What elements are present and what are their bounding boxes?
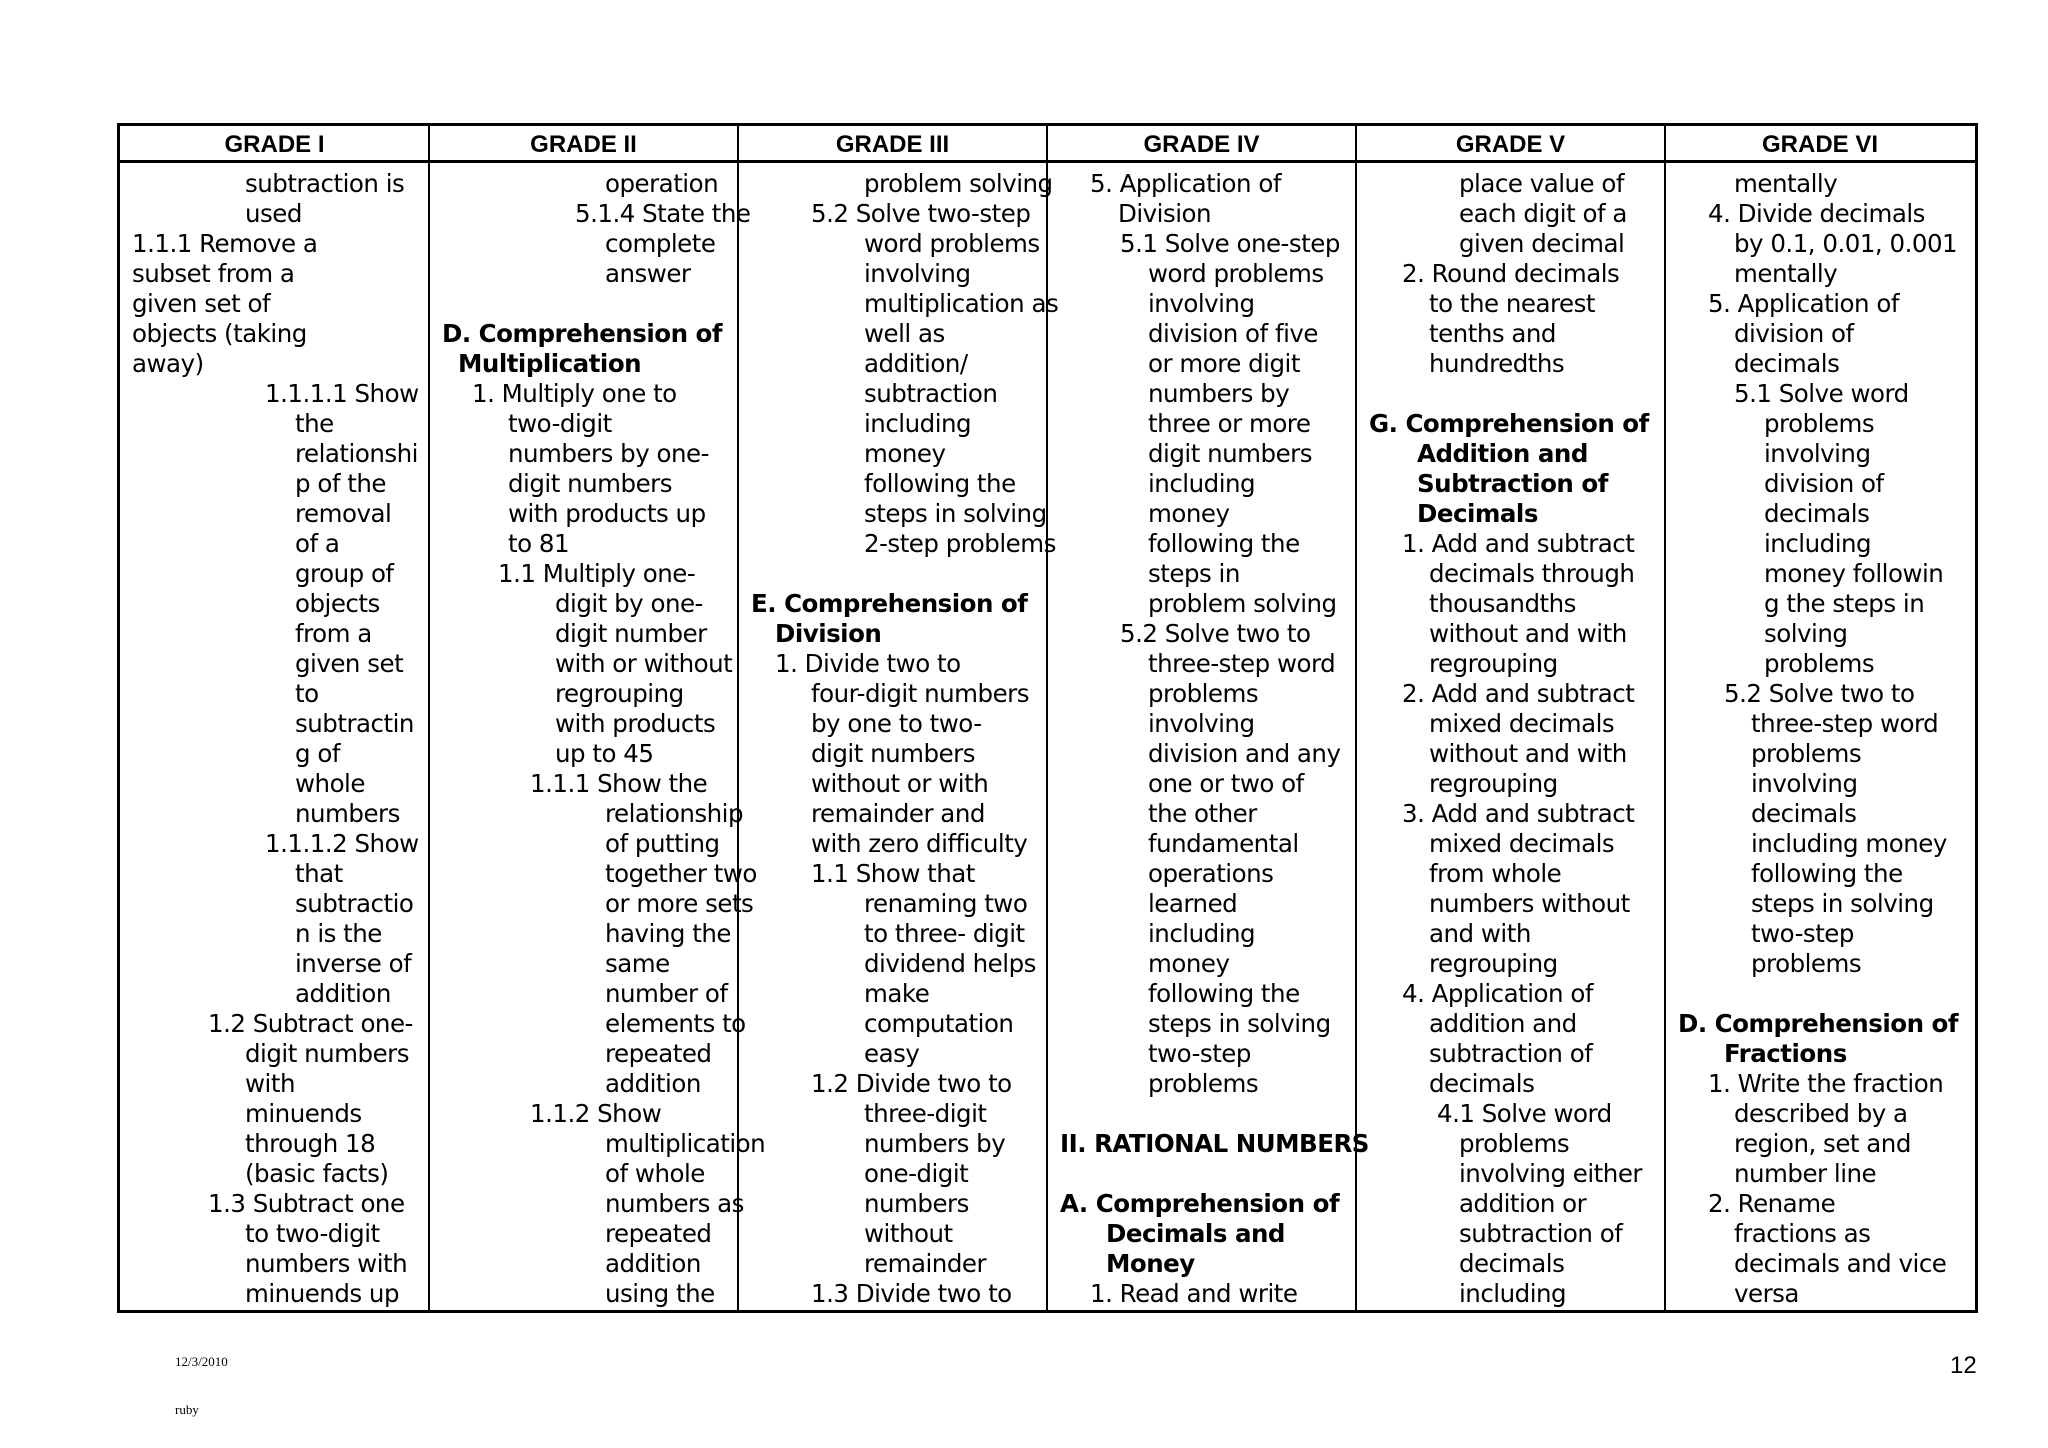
table-line: regrouping: [1429, 949, 1558, 978]
table-line: without and with: [1429, 619, 1627, 648]
table-line: money followin: [1764, 559, 1944, 588]
header-grade-3: GRADE III: [738, 126, 1047, 163]
table-line: problems: [1459, 1129, 1570, 1158]
table-line: of whole: [605, 1159, 705, 1188]
table-line: decimals: [1459, 1249, 1565, 1278]
page-number: 12: [1950, 1352, 1977, 1379]
table-line: Multiplication: [458, 349, 642, 378]
table-line: decimals through: [1429, 559, 1635, 588]
table-line: of putting: [605, 829, 720, 858]
table-line: two-step: [1148, 1039, 1251, 1068]
table-line: problems: [1148, 679, 1259, 708]
table-line: money: [864, 439, 946, 468]
table-line: digit by one-: [555, 589, 703, 618]
table-line: together two: [605, 859, 757, 888]
table-line: problems: [1764, 649, 1875, 678]
table-line: without: [864, 1219, 953, 1248]
table-line: G. Comprehension of: [1369, 409, 1649, 438]
table-line: with or without: [555, 649, 733, 678]
table-line: three or more: [1148, 409, 1311, 438]
table-line: Subtraction of: [1417, 469, 1608, 498]
table-line: subtractin: [295, 709, 414, 738]
table-line: without or with: [811, 769, 989, 798]
table-line: removal: [295, 499, 392, 528]
table-line: steps in: [1148, 559, 1240, 588]
table-line: dividend helps: [864, 949, 1036, 978]
table-line: remainder: [864, 1249, 987, 1278]
table-line: numbers by: [1148, 379, 1290, 408]
table-line: objects (taking: [132, 319, 307, 348]
table-line: from whole: [1429, 859, 1562, 888]
table-line: 2. Add and subtract: [1402, 679, 1635, 708]
table-line: numbers without: [1429, 889, 1630, 918]
table-line: tenths and: [1429, 319, 1556, 348]
table-line: renaming two: [864, 889, 1028, 918]
table-line: objects: [295, 589, 380, 618]
table-line: 1.1 Show that: [811, 859, 975, 888]
table-line: 5.2 Solve two to: [1724, 679, 1915, 708]
table-line: following the: [1148, 529, 1300, 558]
table-line: or more digit: [1148, 349, 1300, 378]
table-line: to 81: [508, 529, 570, 558]
table-line: problems: [1751, 739, 1862, 768]
table-line: division of: [1764, 469, 1884, 498]
table-line: including money: [1751, 829, 1947, 858]
table-line: relationship: [605, 799, 744, 828]
table-line: involving: [1148, 289, 1255, 318]
table-line: minuends up: [245, 1279, 400, 1308]
table-line: multiplication: [605, 1129, 766, 1158]
table-line: division of five: [1148, 319, 1318, 348]
table-line: division and any: [1148, 739, 1341, 768]
table-line: n is the: [295, 919, 382, 948]
table-line: following the: [1148, 979, 1300, 1008]
table-line: numbers: [295, 799, 400, 828]
table-line: one-digit: [864, 1159, 969, 1188]
table-line: three-step word: [1148, 649, 1336, 678]
table-line: including: [1148, 469, 1256, 498]
table-line: each digit of a: [1459, 199, 1627, 228]
table-line: learned: [1148, 889, 1238, 918]
footer-date: 12/3/2010: [175, 1354, 228, 1369]
header-grade-1: GRADE I: [120, 126, 429, 163]
table-line: by 0.1, 0.01, 0.001: [1734, 229, 1958, 258]
table-line: two-step: [1751, 919, 1854, 948]
table-line: subtraction of: [1459, 1219, 1623, 1248]
table-line: digit number: [555, 619, 707, 648]
table-line: D. Comprehension of: [1678, 1009, 1959, 1038]
grade-5-column: [1357, 166, 1664, 1310]
table-line: numbers as: [605, 1189, 744, 1218]
header-grade-6: GRADE VI: [1665, 126, 1975, 163]
grade-1-column: [120, 166, 428, 1310]
table-line: decimals: [1734, 349, 1840, 378]
table-line: with zero difficulty: [811, 829, 1028, 858]
table-line: 2. Rename: [1708, 1189, 1836, 1218]
table-line: decimals: [1764, 499, 1870, 528]
table-line: problem solving: [864, 169, 1053, 198]
table-line: given decimal: [1459, 229, 1625, 258]
table-line: numbers with: [245, 1249, 408, 1278]
table-line: 4. Divide decimals: [1708, 199, 1925, 228]
table-line: problems: [1751, 949, 1862, 978]
table-line: described by a: [1734, 1099, 1908, 1128]
table-line: 1.1.2 Show: [530, 1099, 662, 1128]
grade-3-column: [739, 166, 1059, 1310]
table-line: mixed decimals: [1429, 709, 1615, 738]
table-line: Division: [1118, 199, 1212, 228]
table-line: relationshi: [295, 439, 418, 468]
table-line: with products: [555, 709, 716, 738]
table-line: one or two of: [1148, 769, 1304, 798]
table-line: problems: [1148, 1069, 1259, 1098]
table-line: involving either: [1459, 1159, 1642, 1188]
table-line: involving: [1751, 769, 1858, 798]
table-line: two-digit: [508, 409, 612, 438]
table-line: g of: [295, 739, 340, 768]
table-line: mentally: [1734, 259, 1838, 288]
table-line: digit numbers: [245, 1039, 409, 1068]
table-line: operations: [1148, 859, 1274, 888]
table-line: by one to two-: [811, 709, 982, 738]
curriculum-table: [117, 123, 1978, 1313]
table-line: to: [295, 679, 319, 708]
table-line: II. RATIONAL NUMBERS: [1060, 1129, 1369, 1158]
table-line: following the: [1751, 859, 1903, 888]
table-line: region, set and: [1734, 1129, 1911, 1158]
table-line: (basic facts): [245, 1159, 389, 1188]
table-line: 1. Read and write: [1090, 1279, 1298, 1308]
table-line: 1.1 Multiply one-: [498, 559, 696, 588]
table-line: g the steps in: [1764, 589, 1925, 618]
table-line: given set of: [132, 289, 271, 318]
table-line: regrouping: [1429, 649, 1558, 678]
table-line: 1.2 Subtract one-: [208, 1009, 413, 1038]
table-line: up to 45: [555, 739, 654, 768]
table-line: digit numbers: [508, 469, 672, 498]
table-line: and with: [1429, 919, 1531, 948]
table-line: four-digit numbers: [811, 679, 1029, 708]
table-line: easy: [864, 1039, 920, 1068]
table-line: problem solving: [1148, 589, 1337, 618]
table-line: 2. Round decimals: [1402, 259, 1620, 288]
header-grade-4: GRADE IV: [1047, 126, 1356, 163]
table-line: whole: [295, 769, 365, 798]
table-line: complete: [605, 229, 716, 258]
table-line: fractions as: [1734, 1219, 1871, 1248]
grade-6-column: [1666, 166, 1975, 1310]
table-line: 1. Add and subtract: [1402, 529, 1635, 558]
table-line: minuends: [245, 1099, 362, 1128]
table-line: subtraction of: [1429, 1039, 1593, 1068]
table-line: 5.1 Solve one-step: [1120, 229, 1340, 258]
table-line: with products up: [508, 499, 706, 528]
table-line: including: [1148, 919, 1256, 948]
table-line: three-step word: [1751, 709, 1939, 738]
table-line: problems: [1764, 409, 1875, 438]
table-line: place value of: [1459, 169, 1625, 198]
table-line: 3. Add and subtract: [1402, 799, 1635, 828]
table-line: mixed decimals: [1429, 829, 1615, 858]
table-line: thousandths: [1429, 589, 1576, 618]
table-line: without and with: [1429, 739, 1627, 768]
table-line: multiplication as: [864, 289, 1059, 318]
table-line: the: [295, 409, 334, 438]
table-line: digit numbers: [1148, 439, 1312, 468]
table-line: given set: [295, 649, 404, 678]
table-line: steps in solving: [1751, 889, 1934, 918]
footer-author: ruby: [175, 1402, 199, 1417]
table-line: repeated: [605, 1219, 712, 1248]
table-line: mentally: [1734, 169, 1838, 198]
table-line: 5.2 Solve two to: [1120, 619, 1311, 648]
table-line: Division: [775, 619, 882, 648]
table-line: Fractions: [1724, 1039, 1847, 1068]
grade-4-column: [1048, 166, 1369, 1310]
table-line: used: [245, 199, 302, 228]
table-line: money: [1148, 949, 1230, 978]
table-line: decimals and vice: [1734, 1249, 1947, 1278]
table-line: number of: [605, 979, 728, 1008]
table-line: 1. Multiply one to: [472, 379, 677, 408]
table-line: make: [864, 979, 930, 1008]
table-line: subtractio: [295, 889, 414, 918]
table-line: inverse of: [295, 949, 412, 978]
table-line: same: [605, 949, 670, 978]
table-line: steps in solving: [864, 499, 1047, 528]
grade-2-column: [430, 166, 766, 1310]
table-line: hundredths: [1429, 349, 1565, 378]
table-line: word problems: [864, 229, 1040, 258]
table-line: answer: [605, 259, 691, 288]
table-line: A. Comprehension of: [1060, 1189, 1340, 1218]
table-line: word problems: [1148, 259, 1324, 288]
table-line: three-digit: [864, 1099, 987, 1128]
table-line: 5.2 Solve two-step: [811, 199, 1031, 228]
table-line: decimals: [1429, 1069, 1535, 1098]
table-line: having the: [605, 919, 731, 948]
table-line: using the: [605, 1279, 715, 1308]
table-line: involving: [1764, 439, 1871, 468]
header-grade-5: GRADE V: [1356, 126, 1665, 163]
table-line: regrouping: [555, 679, 684, 708]
table-line: addition and: [1429, 1009, 1577, 1038]
table-line: including: [1459, 1279, 1567, 1308]
table-line: Decimals: [1417, 499, 1538, 528]
table-line: addition: [605, 1249, 701, 1278]
table-line: D. Comprehension of: [442, 319, 723, 348]
table-line: away): [132, 349, 204, 378]
table-line: of a: [295, 529, 340, 558]
table-line: fundamental: [1148, 829, 1299, 858]
table-line: to two-digit: [245, 1219, 380, 1248]
table-line: Decimals and: [1106, 1219, 1285, 1248]
table-line: operation: [605, 169, 719, 198]
table-line: steps in solving: [1148, 1009, 1331, 1038]
table-line: division of: [1734, 319, 1854, 348]
table-line: 2-step problems: [864, 529, 1056, 558]
table-line: 4. Application of: [1402, 979, 1593, 1008]
table-line: Money: [1106, 1249, 1195, 1278]
table-line: subtraction: [864, 379, 998, 408]
table-line: digit numbers: [811, 739, 975, 768]
table-line: that: [295, 859, 343, 888]
table-line: 1. Divide two to: [775, 649, 961, 678]
table-line: regrouping: [1429, 769, 1558, 798]
table-line: group of: [295, 559, 394, 588]
table-line: 1. Write the fraction: [1708, 1069, 1944, 1098]
table-line: addition or: [1459, 1189, 1587, 1218]
table-line: involving: [1148, 709, 1255, 738]
table-line: 5.1 Solve word: [1734, 379, 1909, 408]
table-line: decimals: [1751, 799, 1857, 828]
table-line: 5.1.4 State the: [575, 199, 751, 228]
table-line: 4.1 Solve word: [1437, 1099, 1612, 1128]
table-line: 5. Application of: [1708, 289, 1899, 318]
table-line: involving: [864, 259, 971, 288]
table-line: 1.3 Divide two to: [811, 1279, 1012, 1308]
table-line: from a: [295, 619, 372, 648]
table-line: number line: [1734, 1159, 1877, 1188]
table-line: addition: [605, 1069, 701, 1098]
table-line: 1.2 Divide two to: [811, 1069, 1012, 1098]
table-line: 5. Application of: [1090, 169, 1281, 198]
table-line: subtraction is: [245, 169, 405, 198]
table-line: to three- digit: [864, 919, 1025, 948]
table-line: subset from a: [132, 259, 295, 288]
table-line: or more sets: [605, 889, 754, 918]
table-line: 1.1.1 Show the: [530, 769, 708, 798]
table-line: computation: [864, 1009, 1014, 1038]
table-line: 1.1.1.2 Show: [265, 829, 419, 858]
table-line: with: [245, 1069, 295, 1098]
table-line: repeated: [605, 1039, 712, 1068]
table-line: p of the: [295, 469, 386, 498]
table-line: 1.1.1.1 Show: [265, 379, 419, 408]
table-line: E. Comprehension of: [751, 589, 1028, 618]
table-line: addition/: [864, 349, 968, 378]
table-line: versa: [1734, 1279, 1799, 1308]
table-line: well as: [864, 319, 945, 348]
table-line: money: [1148, 499, 1230, 528]
header-grade-2: GRADE II: [429, 126, 738, 163]
table-line: 1.3 Subtract one: [208, 1189, 405, 1218]
table-line: 1.1.1 Remove a: [132, 229, 318, 258]
table-line: including: [1764, 529, 1872, 558]
table-line: following the: [864, 469, 1016, 498]
table-line: solving: [1764, 619, 1848, 648]
table-line: numbers by one-: [508, 439, 709, 468]
table-line: through 18: [245, 1129, 376, 1158]
table-line: elements to: [605, 1009, 746, 1038]
table-line: numbers by: [864, 1129, 1006, 1158]
table-line: remainder and: [811, 799, 985, 828]
table-line: numbers: [864, 1189, 969, 1218]
table-line: the other: [1148, 799, 1257, 828]
table-line: to the nearest: [1429, 289, 1595, 318]
table-line: including: [864, 409, 972, 438]
table-line: addition: [295, 979, 391, 1008]
table-line: Addition and: [1417, 439, 1588, 468]
